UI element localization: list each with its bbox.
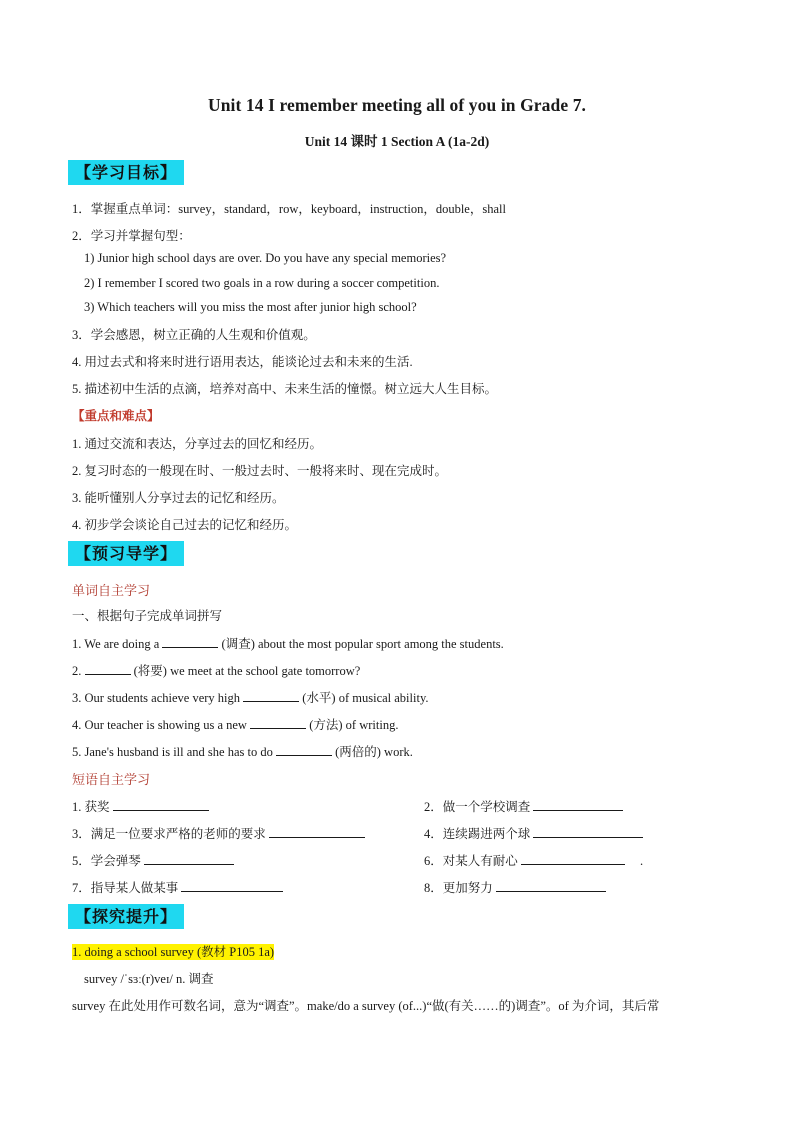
answer-blank[interactable] — [113, 798, 209, 811]
vocab-question-2: 2. (将要) we meet at the school gate tomorrow? — [72, 664, 361, 678]
page-title: Unit 14 I remember meeting all of you in Grade 7. — [207, 95, 587, 115]
objective-sentence-1: 1) Junior high school days are over. Do you have any special memories? — [84, 251, 447, 265]
section-banner-explore: 【探究提升】 — [68, 904, 184, 929]
vocab-instruction: 一、根据句子完成单词拼写 — [72, 609, 223, 623]
answer-blank[interactable] — [144, 852, 234, 865]
phrase-item-8: 8．更加努力 — [424, 878, 606, 896]
key-point-2: 2. 复习时态的一般现在时、一般过去时、一般将来时、现在完成时。 — [72, 464, 448, 478]
explore-word-line: survey /ˈsɜː(r)veɪ/ n. 调查 — [84, 972, 214, 986]
section-banner-preview: 【预习导学】 — [68, 541, 184, 566]
highlighted-heading: 1. doing a school survey (教材 P105 1a) — [72, 945, 275, 959]
key-point-4: 4. 初步学会谈论自己过去的记忆和经历。 — [72, 518, 298, 532]
answer-blank[interactable] — [533, 825, 643, 838]
key-points-heading: 【重点和难点】 — [72, 408, 160, 423]
answer-blank[interactable] — [521, 852, 625, 865]
key-point-3: 3. 能听懂别人分享过去的记忆和经历。 — [72, 491, 285, 505]
phrases-heading: 短语自主学习 — [72, 773, 151, 788]
vocab-heading: 单词自主学习 — [72, 584, 151, 599]
explore-item-1 — [72, 942, 274, 960]
answer-blank[interactable] — [243, 689, 299, 702]
objective-item-5: 5. 描述初中生活的点滴，培养对高中、未来生活的憧憬。树立远大人生目标。 — [72, 382, 498, 396]
objective-item-1: 1．掌握重点单词：survey，standard，row，keyboard，instruction，double，shall — [72, 202, 506, 216]
phrase-item-1: 1. 获奖 — [72, 797, 209, 815]
key-point-1: 1. 通过交流和表达，分享过去的回忆和经历。 — [72, 437, 323, 451]
objective-item-3: 3．学会感恩，树立正确的人生观和价值观。 — [72, 328, 316, 342]
phrase-item-5: 5．学会弹琴 — [72, 851, 234, 869]
objective-item-4: 4. 用过去式和将来时进行语用表达，能谈论过去和未来的生活. — [72, 355, 413, 369]
phrase-item-4: 4．连续踢进两个球 — [424, 824, 643, 842]
vocab-question-1: 1. We are doing a (调查) about the most popular sport among the students. — [72, 637, 504, 651]
answer-blank[interactable] — [533, 798, 623, 811]
phrase-item-7: 7．指导某人做某事 — [72, 878, 283, 896]
page-subtitle: Unit 14 课时 1 Section A (1a-2d) — [304, 134, 490, 149]
phrase-item-6: 6．对某人有耐心 . — [424, 854, 644, 868]
answer-blank[interactable] — [85, 662, 131, 675]
objective-item-2: 2．学习并掌握句型： — [72, 229, 191, 243]
vocab-question-3: 3. Our students achieve very high (水平) of musical ability. — [72, 691, 429, 705]
vocab-question-5: 5. Jane's husband is ill and she has to do (两倍的) work. — [72, 745, 413, 759]
answer-blank[interactable] — [496, 879, 606, 892]
phrase-item-2: 2．做一个学校调查 — [424, 797, 623, 815]
vocab-question-4: 4. Our teacher is showing us a new (方法) of writing. — [72, 718, 399, 732]
phrase-item-3: 3．满足一位要求严格的老师的要求 — [72, 824, 365, 842]
answer-blank[interactable] — [276, 743, 332, 756]
objective-sentence-3: 3) Which teachers will you miss the most after junior high school? — [84, 300, 417, 314]
answer-blank[interactable] — [181, 879, 283, 892]
section-banner-objectives: 【学习目标】 — [68, 160, 184, 185]
objective-sentence-2: 2) I remember I scored two goals in a row during a soccer competition. — [84, 276, 440, 290]
answer-blank[interactable] — [250, 716, 306, 729]
answer-blank[interactable] — [162, 635, 218, 648]
answer-blank[interactable] — [269, 825, 365, 838]
explore-explanation: survey 在此处用作可数名词，意为“调查”。make/do a survey (of...)“做(有关……的)调查”。of 为介词，其后常 — [72, 999, 660, 1013]
